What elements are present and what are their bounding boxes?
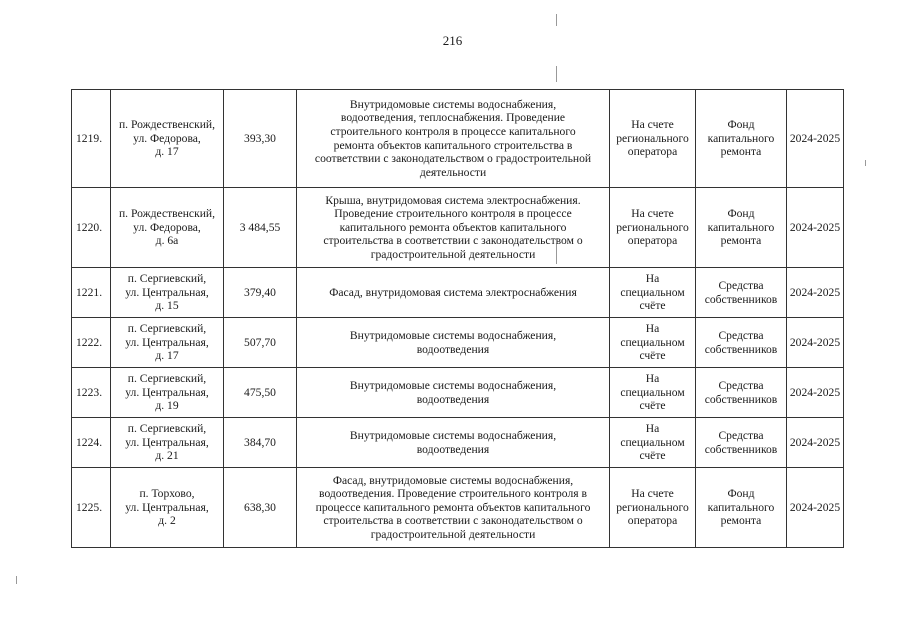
- row-number: 1220.: [72, 188, 111, 268]
- row-number: 1223.: [72, 368, 111, 418]
- cell-line: Фонд: [727, 487, 755, 501]
- cell-line: водоотведения: [416, 342, 490, 356]
- scan-mark: [16, 576, 17, 584]
- cell-line: Средства: [718, 328, 764, 342]
- table-row: [72, 318, 844, 368]
- works-cell: [297, 268, 610, 318]
- cell-line: Внутридомовые системы водоснабжения,: [349, 97, 557, 111]
- scan-mark: [865, 160, 866, 166]
- scan-mark: [556, 14, 557, 26]
- cell-line: оператора: [627, 514, 678, 528]
- works-cell: [297, 418, 610, 468]
- cell-line: собственников: [704, 292, 778, 306]
- address-cell: [111, 268, 224, 318]
- account-type-cell: [610, 368, 696, 418]
- works-cell: [297, 468, 610, 548]
- cell-line: счёте: [639, 449, 666, 463]
- cell-line: капитального: [707, 220, 775, 234]
- cell-line: водоотведения. Проведение строительного контроля в: [319, 487, 587, 501]
- cell-line: специальном: [620, 385, 685, 399]
- table-row: [72, 368, 844, 418]
- cell-line: оператора: [627, 234, 678, 248]
- cell-line: д. 19: [155, 399, 179, 413]
- period-cell: 2024-2025: [787, 368, 844, 418]
- cell-line: собственников: [704, 442, 778, 456]
- address-cell: [111, 368, 224, 418]
- cell-line: д. 21: [155, 449, 179, 463]
- cell-line: п. Рождественский,: [118, 118, 216, 132]
- cell-line: ул. Федорова,: [133, 131, 201, 145]
- cell-line: капитального: [707, 131, 775, 145]
- table-row: [72, 268, 844, 318]
- page-number: 216: [442, 33, 463, 48]
- cell-line: водоотведения: [416, 442, 490, 456]
- cell-line: п. Сергиевский,: [127, 422, 207, 436]
- cell-line: Фонд: [727, 207, 755, 221]
- period-cell: 2024-2025: [787, 468, 844, 548]
- cell-line: капитального ремонта объектов капитального: [339, 220, 567, 234]
- address-cell: [111, 90, 224, 188]
- works-cell: [297, 90, 610, 188]
- cell-line: ул. Федорова,: [133, 220, 201, 234]
- cell-line: градостроительной деятельности: [370, 247, 536, 261]
- address-cell: [111, 318, 224, 368]
- cell-line: капитального: [707, 500, 775, 514]
- cell-line: д. 17: [155, 349, 179, 363]
- cell-line: градостроительной деятельности: [370, 527, 536, 541]
- row-number: 1225.: [72, 468, 111, 548]
- table-row: [72, 418, 844, 468]
- period-cell: 2024-2025: [787, 90, 844, 188]
- table-row: [72, 90, 844, 188]
- works-cell: [297, 188, 610, 268]
- account-type-cell: [610, 318, 696, 368]
- cell-line: п. Рождественский,: [118, 207, 216, 221]
- cell-line: Фонд: [727, 118, 755, 132]
- works-cell: [297, 318, 610, 368]
- cell-line: собственников: [704, 392, 778, 406]
- area-cell: 384,70: [224, 418, 297, 468]
- cell-line: ул. Центральная,: [125, 285, 209, 299]
- cell-line: Средства: [718, 378, 764, 392]
- cell-line: оператора: [627, 145, 678, 159]
- scan-mark: [556, 66, 557, 82]
- works-cell: [297, 368, 610, 418]
- address-cell: [111, 418, 224, 468]
- cell-line: Внутридомовые системы водоснабжения,: [349, 378, 557, 392]
- cell-line: ремонта: [720, 514, 762, 528]
- account-type-cell: [610, 188, 696, 268]
- area-cell: 507,70: [224, 318, 297, 368]
- cell-line: регионального: [616, 500, 689, 514]
- cell-line: строительства в соответствии с законодательством о: [323, 234, 583, 248]
- area-cell: 475,50: [224, 368, 297, 418]
- cell-line: п. Сергиевский,: [127, 272, 207, 286]
- account-type-cell: [610, 418, 696, 468]
- cell-line: Проведение строительного контроля в процессе: [334, 207, 572, 221]
- cell-line: специальном: [620, 335, 685, 349]
- period-cell: 2024-2025: [787, 418, 844, 468]
- funding-source-cell: [696, 268, 787, 318]
- cell-line: Крыша, внутридомовая система электроснабжения.: [325, 193, 581, 207]
- account-type-cell: [610, 468, 696, 548]
- cell-line: Внутридомовые системы водоснабжения,: [349, 328, 557, 342]
- cell-line: На: [645, 322, 660, 336]
- cell-line: строительного контроля в процессе капитального: [330, 124, 576, 138]
- cell-line: Средства: [718, 428, 764, 442]
- cell-line: На счете: [631, 487, 674, 501]
- address-cell: [111, 468, 224, 548]
- cell-line: специальном: [620, 285, 685, 299]
- cell-line: На счете: [631, 118, 674, 132]
- cell-line: ремонта: [720, 234, 762, 248]
- funding-source-cell: [696, 318, 787, 368]
- cell-line: На: [645, 372, 660, 386]
- cell-line: Средства: [718, 278, 764, 292]
- table-row: [72, 188, 844, 268]
- cell-line: процессе капитального ремонта объектов капитального: [315, 500, 591, 514]
- row-number: 1224.: [72, 418, 111, 468]
- cell-line: ремонта: [720, 145, 762, 159]
- cell-line: счёте: [639, 399, 666, 413]
- cell-line: водоотведения, теплоснабжения. Проведение: [340, 111, 566, 125]
- area-cell: 3 484,55: [224, 188, 297, 268]
- cell-line: строительства в соответствии с законодательством о: [323, 514, 583, 528]
- cell-line: ул. Центральная,: [125, 435, 209, 449]
- account-type-cell: [610, 90, 696, 188]
- cell-line: специальном: [620, 435, 685, 449]
- funding-source-cell: [696, 468, 787, 548]
- period-cell: 2024-2025: [787, 318, 844, 368]
- cell-line: На счете: [631, 207, 674, 221]
- row-number: 1221.: [72, 268, 111, 318]
- funding-source-cell: [696, 368, 787, 418]
- cell-line: деятельности: [419, 165, 487, 179]
- cell-line: п. Сергиевский,: [127, 372, 207, 386]
- cell-line: ул. Центральная,: [125, 385, 209, 399]
- cell-line: д. 15: [155, 299, 179, 313]
- cell-line: Фасад, внутридомовая система электроснабжения: [329, 285, 577, 299]
- cell-line: регионального: [616, 220, 689, 234]
- account-type-cell: [610, 268, 696, 318]
- cell-line: ул. Центральная,: [125, 500, 209, 514]
- cell-line: Фасад, внутридомовые системы водоснабжения,: [332, 473, 574, 487]
- cell-line: ул. Центральная,: [125, 335, 209, 349]
- cell-line: д. 6а: [155, 234, 179, 248]
- cell-line: п. Сергиевский,: [127, 322, 207, 336]
- area-cell: 638,30: [224, 468, 297, 548]
- area-cell: 393,30: [224, 90, 297, 188]
- row-number: 1219.: [72, 90, 111, 188]
- repair-schedule-table: [71, 89, 844, 548]
- cell-line: На: [645, 272, 660, 286]
- period-cell: 2024-2025: [787, 188, 844, 268]
- row-number: 1222.: [72, 318, 111, 368]
- cell-line: регионального: [616, 131, 689, 145]
- period-cell: 2024-2025: [787, 268, 844, 318]
- funding-source-cell: [696, 90, 787, 188]
- cell-line: п. Торхово,: [139, 487, 195, 501]
- funding-source-cell: [696, 188, 787, 268]
- area-cell: 379,40: [224, 268, 297, 318]
- cell-line: счёте: [639, 299, 666, 313]
- cell-line: соответствии с законодательством о градостроительной: [314, 152, 592, 166]
- cell-line: ремонта объектов капитального строительства в: [333, 138, 573, 152]
- funding-source-cell: [696, 418, 787, 468]
- cell-line: д. 2: [158, 514, 176, 528]
- cell-line: д. 17: [155, 145, 179, 159]
- cell-line: водоотведения: [416, 392, 490, 406]
- cell-line: Внутридомовые системы водоснабжения,: [349, 428, 557, 442]
- table-row: [72, 468, 844, 548]
- cell-line: собственников: [704, 342, 778, 356]
- cell-line: счёте: [639, 349, 666, 363]
- cell-line: На: [645, 422, 660, 436]
- address-cell: [111, 188, 224, 268]
